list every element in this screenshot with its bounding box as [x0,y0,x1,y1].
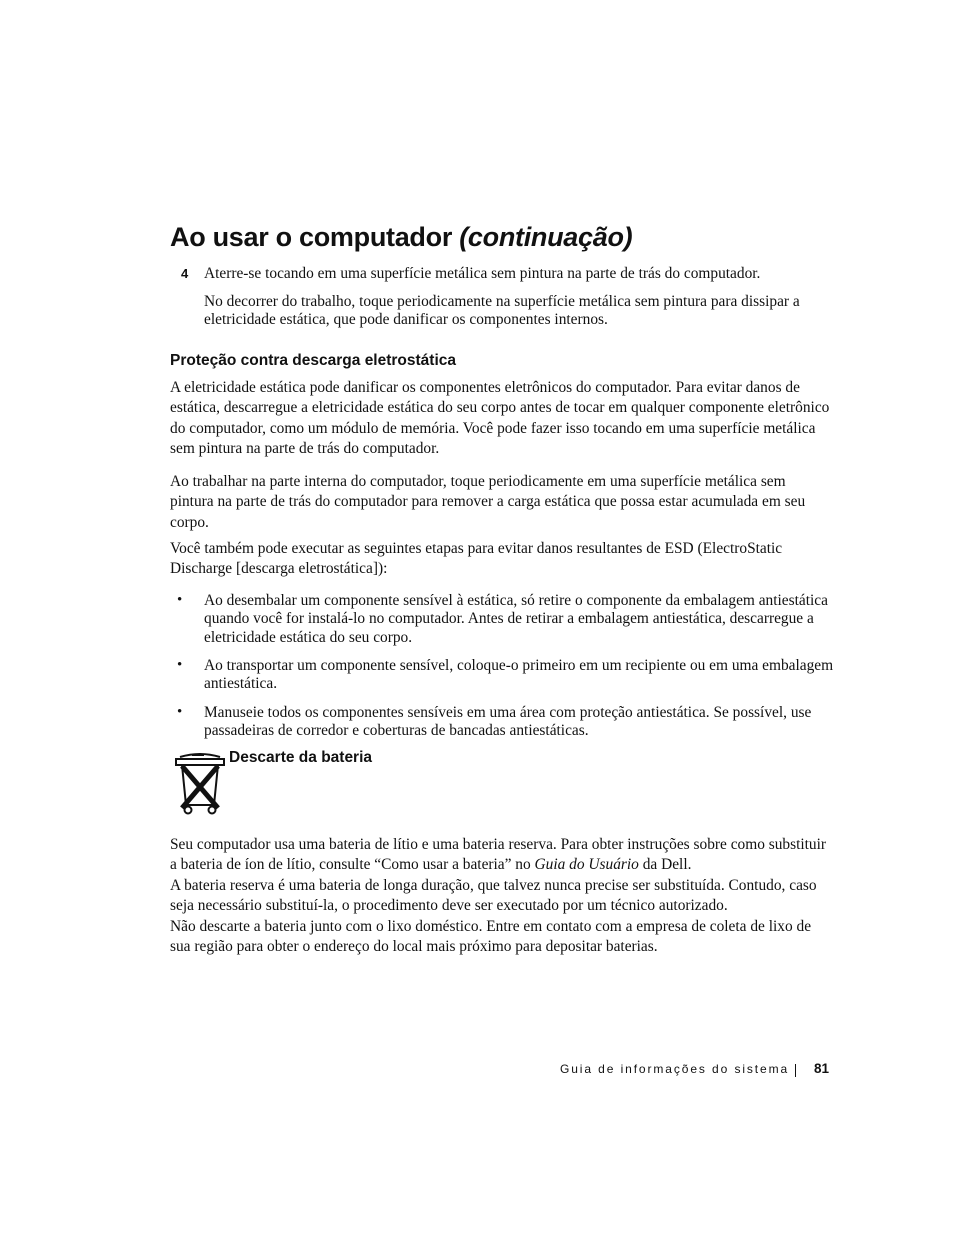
battery-section-heading: Descarte da bateria [229,749,373,766]
page-title [170,222,632,253]
footer-divider [795,1064,796,1077]
step-note: No decorrer do trabalho, toque periodicamente na superfície metálica sem pintura para dissipar a eletricidade estática, que pode danificar os componentes internos. [204,293,800,329]
footer-guide-title: Guia de informações do sistema [560,1062,790,1076]
bullet-item-1: Ao desembalar um componente sensível à estática, só retire o componente da embalagem antiestática quando você for instalá-lo no computador. Antes de retirar a embalagem antiestática, descarregue a eletricidade estática do seu corpo. [204,592,828,646]
bullet-marker: • [177,657,183,673]
page-number: 81 [814,1061,830,1076]
bullet-marker: • [177,592,183,608]
esd-paragraph-1: A eletricidade estática pode danificar os componentes eletrônicos do computador. Para evitar danos de estática, descarregue a eletricidade estática do seu corpo antes de tocar em qualquer componente eletrônico do computador, como um módulo de memória. Você pode fazer isso tocando em uma superfície metálica sem pintura na parte de trás do computador. [170,379,830,458]
step-text: Aterre-se tocando em uma superfície metálica sem pintura na parte de trás do computador. [204,265,761,282]
esd-paragraph-2: Ao trabalhar na parte interna do computador, toque periodicamente em uma superfície metálica sem pintura na parte de trás do computador para remover a carga estática que possa estar acumulada em seu corpo. [170,473,806,531]
bullet-item-3: Manuseie todos os componentes sensíveis em uma área com proteção antiestática. Se possível, use passadeiras de corredor e coberturas de bancadas antiestáticas. [204,704,812,740]
battery-paragraph-2: A bateria reserva é uma bateria de longa duração, que talvez nunca precise ser substituída. Contudo, caso seja necessário substituí-la, o procedimento deve ser executado por um técnico autorizado. [170,877,817,915]
battery-paragraph-1-text: Seu computador usa uma bateria de lítio e uma bateria reserva. Para obter instruções sobre como substituir a bateria de íon de lítio, consulte “Como usar a bateria” no [170,836,827,874]
crossed-out-wheelie-bin-icon [174,750,226,816]
battery-paragraph-1 [170,835,830,876]
esd-paragraph-3: Você também pode executar as seguintes etapas para evitar danos resultantes de ESD (ElectroStatic Discharge [descarga eletrostática]): [170,540,783,578]
user-guide-title: Guia do Usuário [534,856,639,874]
esd-section-heading: Proteção contra descarga eletrostática [170,352,457,369]
page-title-continued: (continuação) [459,222,633,252]
battery-paragraph-3: Não descarte a bateria junto com o lixo doméstico. Entre em contato com a empresa de coleta de lixo de sua região para obter o endereço do local mais próximo para depositar baterias. [170,918,812,956]
page-title-main: Ao usar o computador [170,222,460,252]
bullet-item-2: Ao transportar um componente sensível, coloque-o primeiro em um recipiente ou em uma embalagem antiestática. [204,657,834,693]
bullet-marker: • [177,704,183,720]
step-number: 4 [181,266,189,281]
battery-paragraph-1-end: da Dell. [638,856,692,874]
